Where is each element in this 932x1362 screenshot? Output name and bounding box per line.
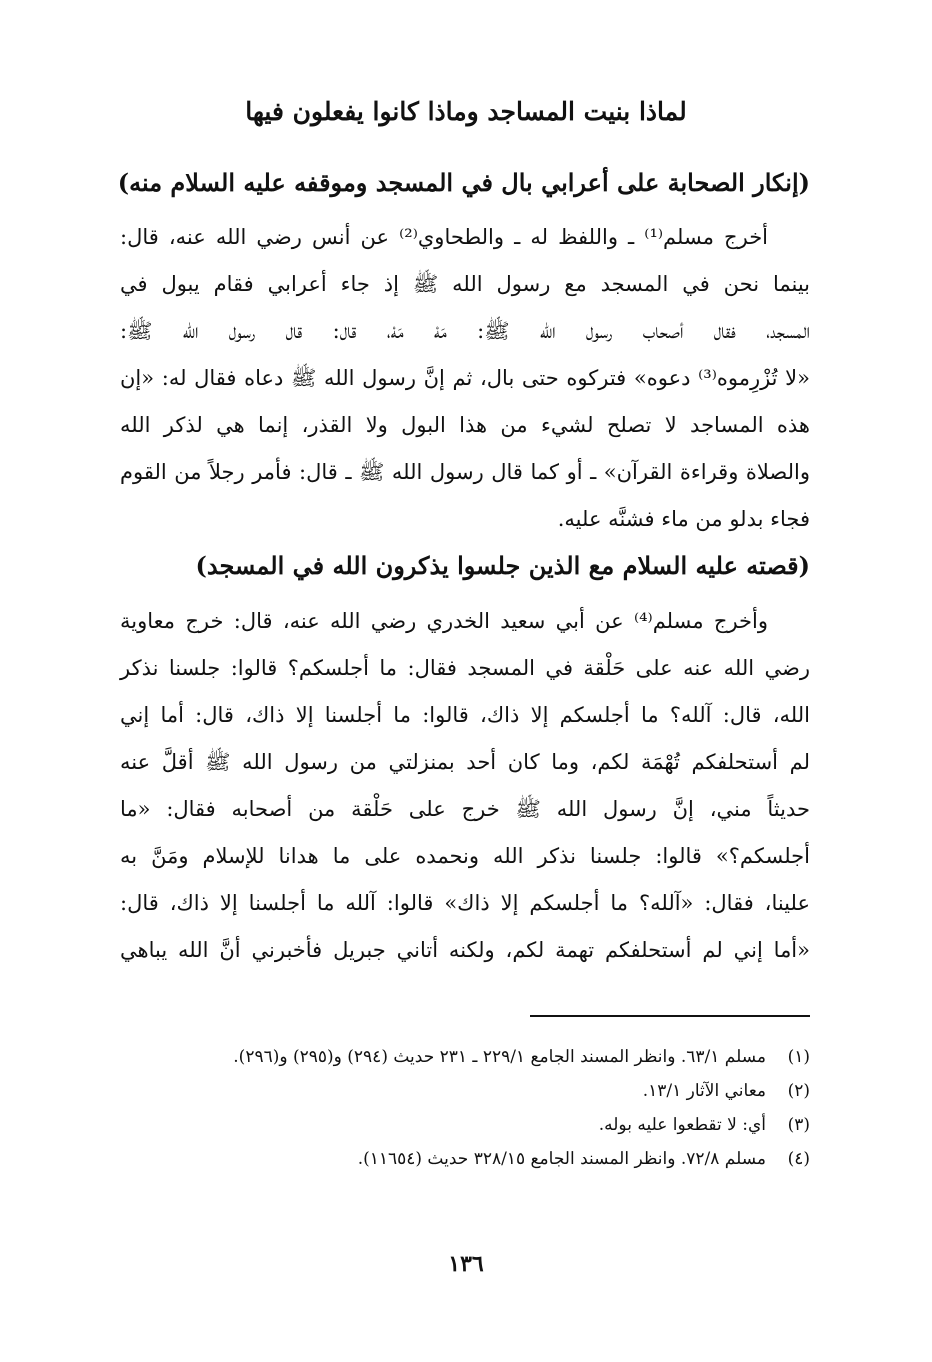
paragraph-remembrance-circle: [120, 598, 810, 974]
footnote-number: (٤): [787, 1149, 810, 1169]
text-line: «لا تُزْرِموه⁽³⁾ دعوه» فتركوه حتى بال، ثم إنَّ رسول الله ﷺ دعاه فقال له: «إن: [120, 366, 810, 390]
text-line: الله، قال: آلله؟ ما أجلسكم إلا ذاك، قالوا: ما أجلسنا إلا ذاك، قال: أما إني: [120, 703, 810, 727]
text-line: «أما إني لم أستحلفكم تهمة لكم، ولكنه أتاني جبريل فأخبرني أنَّ الله يباهي: [120, 938, 810, 962]
footnote-text: معاني الآثار ١٣/١.: [642, 1081, 766, 1101]
running-head: لماذا بنيت المساجد وماذا كانوا يفعلون فيها: [245, 97, 687, 126]
text-line: المسجد، فقال أصحاب رسول الله ﷺ: مَهْ مَهْ، قال: قال رسول الله ﷺ:: [120, 319, 810, 343]
text-line: رضي الله عنه على حَلْقة في المسجد فقال: ما أجلسكم؟ قالوا: جلسنا نذكر: [120, 656, 810, 680]
footnote-number: (٢): [787, 1081, 810, 1101]
text-line: هذه المساجد لا تصلح لشيء من هذا البول ولا القذر، إنما هي لذكر الله: [120, 413, 810, 437]
footnote-text: أي: لا تقطعوا عليه بوله.: [598, 1115, 766, 1135]
text-line: والصلاة وقراءة القرآن» ـ أو كما قال رسول الله ﷺ ـ قال: فأمر رجلاً من القوم: [120, 460, 810, 484]
footnote-divider: [530, 1015, 810, 1017]
footnote-number: (١): [787, 1047, 810, 1067]
footnote-text: مسلم ٦٣/١. وانظر المسند الجامع ٢٢٩/١ ـ ٢٣١ حديث (٢٩٤) و(٢٩٥) و(٢٩٦).: [233, 1047, 766, 1067]
text-line: لم أستحلفكم تُهْمَة لكم، وما كان أحد بمنزلتي من رسول الله ﷺ أقلَّ عنه: [120, 750, 810, 774]
footnote-item: [120, 1040, 810, 1074]
page-number: ١٣٦: [448, 1251, 484, 1277]
footnote-item: [120, 1074, 810, 1108]
section-heading: (إنكار الصحابة على أعرابي بال في المسجد وموقفه عليه السلام منه): [117, 168, 810, 197]
footnote-number: (٣): [787, 1115, 810, 1135]
text-line: أخرج مسلم⁽¹⁾ ـ واللفظ له ـ والطحاوي⁽²⁾ عن أنس رضي الله عنه، قال:: [120, 225, 769, 249]
text-line: علينا، فقال: «آلله؟ ما أجلسكم إلا ذاك» قالوا: آلله ما أجلسنا إلا ذاك، قال:: [120, 891, 811, 915]
footnotes: [120, 1040, 810, 1176]
footnote-item: [120, 1142, 810, 1176]
text-line: بينما نحن في المسجد مع رسول الله ﷺ إذ جاء أعرابي فقام يبول في: [120, 272, 810, 296]
text-line: فجاء بدلو من ماء فشنَّه عليه.: [557, 507, 810, 531]
footnote-item: [120, 1108, 810, 1142]
footnote-text: مسلم ٧٢/٨. وانظر المسند الجامع ٣٢٨/١٥ حديث (١١٦٥٤).: [357, 1149, 766, 1169]
text-line: وأخرج مسلم⁽⁴⁾ عن أبي سعيد الخدري رضي الله عنه، قال: خرج معاوية: [120, 609, 769, 633]
section-heading: (قصته عليه السلام مع الذين جلسوا يذكرون الله في المسجد): [195, 551, 810, 580]
paragraph-bedouin: [120, 214, 810, 543]
text-line: أجلسكم؟» قالوا: جلسنا نذكر الله ونحمده على ما هدانا للإسلام ومَنَّ به: [120, 844, 810, 868]
text-line: حديثاً مني، إنَّ رسول الله ﷺ خرج على حَلْقة من أصحابه فقال: «ما: [120, 797, 810, 821]
